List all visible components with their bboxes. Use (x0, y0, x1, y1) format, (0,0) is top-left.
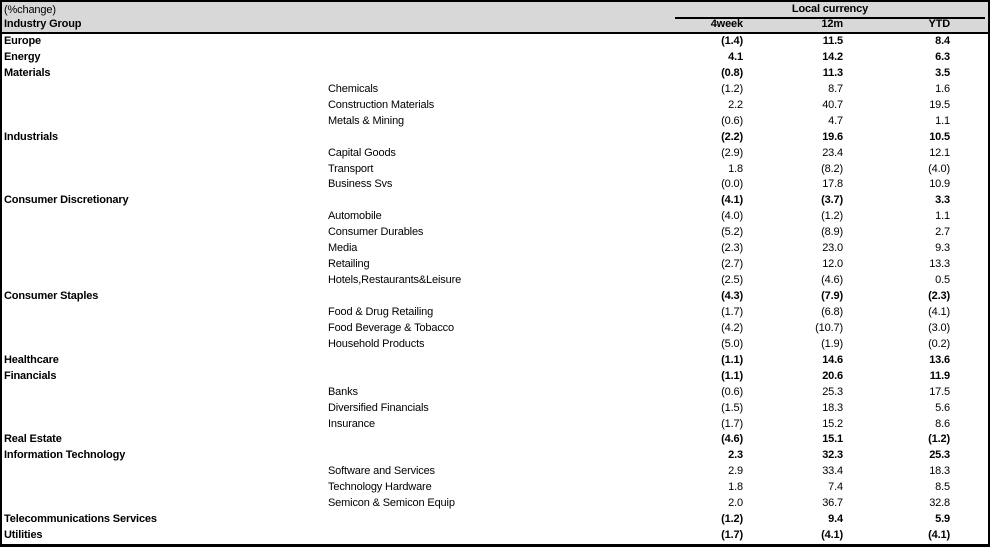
value-ytd: 1.1 (935, 210, 950, 223)
sub-industry-label: Semicon & Semicon Equip (328, 497, 455, 510)
sub-industry-row (2, 417, 988, 433)
value-ytd: 0.5 (935, 274, 950, 287)
value-ytd: 12.1 (929, 146, 950, 159)
sub-industry-row (2, 321, 988, 337)
value-4week: (1.7) (721, 529, 743, 542)
value-12m: 18.3 (822, 401, 843, 414)
value-4week: (1.2) (721, 513, 743, 526)
sub-industry-label: Media (328, 242, 358, 255)
value-12m: (4.1) (821, 529, 843, 542)
value-12m: 11.5 (822, 35, 843, 47)
value-4week: 1.8 (728, 481, 743, 494)
value-4week: (2.9) (721, 146, 743, 159)
table-header (2, 2, 988, 34)
value-4week: (2.5) (721, 274, 743, 287)
value-4week: (1.1) (721, 353, 743, 366)
industry-group-label: Utilities (4, 529, 43, 542)
industry-group-row (2, 289, 988, 305)
value-ytd: (1.2) (928, 433, 950, 446)
value-4week: (2.3) (721, 242, 743, 255)
value-4week: 4.1 (728, 50, 743, 63)
value-ytd: 13.6 (929, 353, 950, 366)
value-ytd: 5.9 (935, 513, 950, 526)
sub-industry-row (2, 209, 988, 225)
industry-group-row (2, 528, 988, 544)
value-12m: 15.1 (822, 433, 843, 446)
value-4week: (0.0) (721, 178, 743, 191)
value-4week: (5.0) (721, 337, 743, 350)
industry-group-label: Healthcare (4, 353, 59, 366)
sub-industry-row (2, 146, 988, 162)
value-ytd: (2.3) (928, 290, 950, 302)
sub-industry-row (2, 257, 988, 273)
value-4week: (2.7) (721, 258, 743, 271)
value-4week: 2.0 (728, 497, 743, 510)
sub-industry-label: Hotels,Restaurants&Leisure (328, 274, 462, 287)
value-12m: 7.4 (828, 481, 843, 494)
value-12m: 23.4 (822, 146, 843, 159)
sub-industry-row (2, 273, 988, 289)
value-ytd: 8.6 (935, 417, 950, 430)
industry-group-row (2, 353, 988, 369)
local-currency-group-header: Local currency (791, 3, 869, 15)
value-ytd: 3.5 (935, 66, 950, 79)
value-4week: (1.4) (721, 35, 743, 47)
value-4week: (2.2) (721, 130, 743, 143)
value-4week: (4.1) (721, 194, 743, 207)
value-4week: 2.9 (728, 465, 743, 478)
value-12m: 12.0 (822, 258, 843, 271)
value-4week: (1.1) (721, 369, 743, 382)
sub-industry-row (2, 82, 988, 98)
value-12m: 17.8 (822, 178, 843, 191)
value-12m: 33.4 (822, 465, 843, 478)
value-4week: (0.6) (721, 385, 743, 398)
industry-group-label: Energy (4, 50, 41, 63)
column-header-4week: 4week (710, 18, 743, 30)
sub-industry-row (2, 114, 988, 130)
value-12m: (7.9) (821, 290, 843, 302)
sub-industry-row (2, 496, 988, 512)
value-12m: 8.7 (828, 82, 843, 95)
value-ytd: 25.3 (929, 449, 950, 462)
sub-industry-label: Food Beverage & Tobacco (328, 321, 454, 334)
value-12m: 32.3 (822, 449, 843, 462)
value-12m: 4.7 (828, 114, 843, 127)
value-ytd: (4.1) (928, 529, 950, 542)
value-ytd: 2.7 (935, 226, 950, 239)
value-12m: (8.2) (821, 162, 843, 175)
sub-industry-row (2, 480, 988, 496)
value-ytd: 19.5 (929, 98, 950, 111)
value-ytd: (4.0) (928, 162, 950, 175)
sub-industry-label: Insurance (328, 417, 375, 430)
value-ytd: 5.6 (935, 401, 950, 414)
value-12m: (8.9) (821, 226, 843, 239)
value-4week: 1.8 (728, 162, 743, 175)
value-ytd: (3.0) (928, 321, 950, 334)
table-body (2, 34, 988, 544)
value-4week: (1.7) (721, 417, 743, 430)
value-ytd: 1.1 (935, 114, 950, 127)
sub-industry-label: Technology Hardware (328, 481, 432, 494)
sub-industry-row (2, 177, 988, 193)
value-4week: (4.6) (721, 433, 743, 446)
value-12m: 19.6 (822, 130, 843, 143)
value-4week: (4.2) (721, 321, 743, 334)
industry-group-row (2, 50, 988, 66)
industry-group-label: Real Estate (4, 433, 62, 446)
sub-industry-row (2, 241, 988, 257)
sub-industry-label: Construction Materials (328, 98, 435, 111)
sub-industry-row (2, 162, 988, 178)
value-ytd: 3.3 (935, 194, 950, 207)
industry-group-row (2, 448, 988, 464)
value-ytd: 1.6 (935, 82, 950, 95)
value-12m: 25.3 (822, 385, 843, 398)
percent-change-note: (%change) (4, 4, 56, 16)
industry-group-column-header: Industry Group (4, 18, 82, 30)
value-ytd: 10.5 (929, 130, 950, 143)
value-ytd: 32.8 (929, 497, 950, 510)
value-4week: (0.8) (721, 66, 743, 79)
value-12m: 11.3 (822, 66, 843, 79)
value-4week: (4.0) (721, 210, 743, 223)
industry-group-label: Information Technology (4, 449, 126, 462)
value-12m: (6.8) (821, 305, 843, 318)
sub-industry-label: Software and Services (328, 465, 435, 478)
sub-industry-row (2, 98, 988, 114)
industry-group-label: Consumer Staples (4, 290, 99, 302)
value-12m: 14.2 (822, 50, 843, 63)
value-ytd: 8.5 (935, 481, 950, 494)
value-12m: 20.6 (822, 369, 843, 382)
value-12m: 9.4 (828, 513, 843, 526)
sub-industry-row (2, 464, 988, 480)
sub-industry-row (2, 385, 988, 401)
value-ytd: 10.9 (929, 178, 950, 191)
sub-industry-label: Food & Drug Retailing (328, 305, 434, 318)
industry-group-row (2, 66, 988, 82)
value-4week: 2.2 (728, 98, 743, 111)
value-12m: (1.9) (821, 337, 843, 350)
value-4week: (1.2) (721, 82, 743, 95)
sub-industry-label: Transport (328, 162, 374, 175)
value-12m: 15.2 (822, 417, 843, 430)
value-12m: (3.7) (821, 194, 843, 207)
value-4week: (4.3) (721, 290, 743, 302)
value-12m: 36.7 (822, 497, 843, 510)
industry-group-label: Materials (4, 66, 51, 79)
value-12m: 40.7 (822, 98, 843, 111)
column-header-12m: 12m (821, 18, 843, 30)
industry-group-row (2, 130, 988, 146)
industry-group-label: Industrials (4, 130, 58, 143)
sub-industry-label: Consumer Durables (328, 226, 424, 239)
sub-industry-row (2, 401, 988, 417)
sub-industry-label: Chemicals (328, 82, 378, 95)
value-ytd: (4.1) (928, 305, 950, 318)
value-ytd: 9.3 (935, 242, 950, 255)
value-12m: 14.6 (822, 353, 843, 366)
industry-group-label: Consumer Discretionary (4, 194, 129, 207)
column-header-ytd: YTD (928, 18, 950, 30)
sub-industry-label: Metals & Mining (328, 114, 405, 127)
value-12m: (1.2) (821, 210, 843, 223)
industry-group-label: Financials (4, 369, 57, 382)
sub-industry-row (2, 225, 988, 241)
sub-industry-row (2, 305, 988, 321)
value-ytd: (0.2) (928, 337, 950, 350)
value-ytd: 11.9 (929, 369, 950, 382)
value-12m: (4.6) (821, 274, 843, 287)
sub-industry-label: Household Products (328, 337, 425, 350)
value-ytd: 8.4 (935, 35, 950, 47)
industry-group-row (2, 369, 988, 385)
value-4week: 2.3 (728, 449, 743, 462)
value-12m: 23.0 (822, 242, 843, 255)
value-ytd: 13.3 (929, 258, 950, 271)
sub-industry-label: Retailing (328, 258, 370, 271)
value-ytd: 17.5 (929, 385, 950, 398)
sub-industry-label: Diversified Financials (328, 401, 429, 414)
sub-industry-row (2, 337, 988, 353)
sub-industry-label: Automobile (328, 210, 382, 223)
sub-industry-label: Banks (328, 385, 358, 398)
industry-group-label: Europe (4, 35, 41, 47)
industry-group-row (2, 512, 988, 528)
value-4week: (1.5) (721, 401, 743, 414)
industry-group-row (2, 432, 988, 448)
value-ytd: 6.3 (935, 50, 950, 63)
industry-group-label: Telecommunications Services (4, 513, 157, 526)
industry-group-row (2, 34, 988, 50)
value-4week: (1.7) (721, 305, 743, 318)
value-ytd: 18.3 (929, 465, 950, 478)
sub-industry-label: Business Svs (328, 178, 393, 191)
value-4week: (0.6) (721, 114, 743, 127)
value-4week: (5.2) (721, 226, 743, 239)
industry-group-row (2, 193, 988, 209)
value-12m: (10.7) (815, 321, 843, 334)
sub-industry-label: Capital Goods (328, 146, 396, 159)
